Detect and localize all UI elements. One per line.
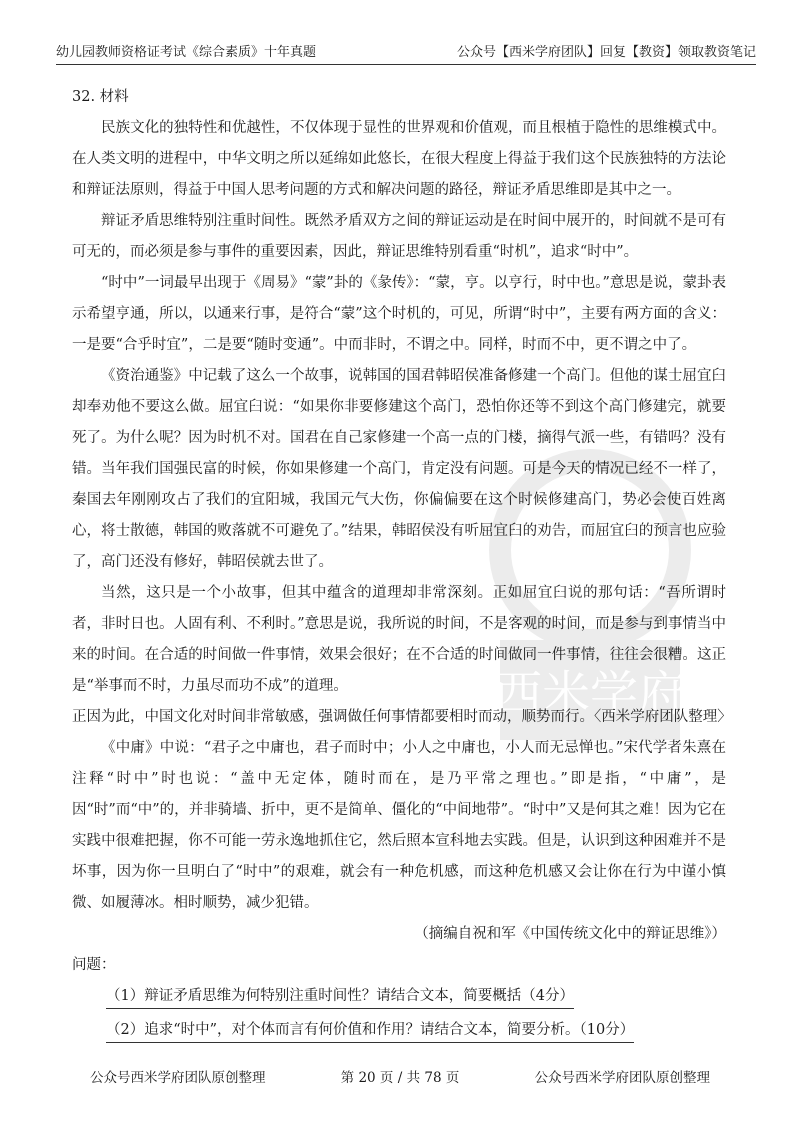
paragraph: 《资治通鉴》中记载了这么一个故事，说韩国的国君韩昭侯准备修建一个高门。但他的谋士屈宜臼却奉劝他不要这么做。屈宜臼说：“如果你非要修建这个高门，恐怕你还等不到这个高门修建完，就要死了。为什么呢？因为时机不对。国君在自己家修建一个高一点的门楼，摘得气派一些，有错吗？没有错。当年我们国强民富的时候，你如果修建一个高门，肯定没有问题。可是今天的情况已经不一样了，秦国去年刚刚攻占了我们的宜阳城，我国元气大伤，你偏偏要在这个时候修建高门，势必会使百姓离心，将士散德，韩国的败落就不可避免了。”结果，韩昭侯没有听屈宜臼的劝告，而屈宜臼的预言也应验了，高门还没有修好，韩昭侯就去世了。 [72,368,726,570]
paragraph: 《中庸》中说：“君子之中庸也，君子而时中；小人之中庸也，小人而无忌惮也。”宋代学者朱熹在注释“时中”时也说：“盖中无定体，随时而在，是乃平常之理也。”即是指，“中庸”，是因“时”而“中”的，并非骑墙、折中，更不是简单、僵化的“中间地带”。“时中”又是何其之难！因为它在实践中很难把握，你不可能一劳永逸地抓住它，然后照本宣科地去实践。但是，认识到这种困难并不是坏事，因为你一旦明白了“时中”的艰难，就会有一种危机感，而这种危机感又会让你在行为中谨小慎微、如履薄冰。相时顺势，减少犯错。 [72,740,726,911]
header-left-title: 幼儿园教师资格证考试《综合素质》十年真题 [56,45,317,60]
header-right-note: 公众号【西米学府团队】回复【教资】领取教资笔记 [456,45,756,60]
paragraph: 正因为此，中国文化对时间非常敏感，强调做任何事情都要相时而动，顺势而行。〈西米学府团队整理〉 [72,709,732,725]
watermark-text: 西米学府 [493,666,687,722]
page-footer [90,1068,710,1088]
paragraph: 当然，这只是一个小故事，但其中蕴含的道理却非常深刻。正如屈宜臼说的那句话：“吾所谓时者，非时日也。人固有利、不利时。”意思是说，我所说的时间，不是客观的时间，而是参与到事情当中来的时间。在合适的时间做一件事情，效果会很好；在不合适的时间做同一件事情，往往会很糟。这正是“举事而不时，力虽尽而功不成”的道理。 [72,585,726,694]
paragraph: 辩证矛盾思维特别注重时间性。既然矛盾双方之间的辩证运动是在时间中展开的，时间就不是可有可无的，而必须是参与事件的重要因素，因此，辩证思维特别看重“时机”，追求“时中”。 [72,213,726,260]
source-citation: （摘编自祝和军《中国传统文化中的辩证思维》） [414,926,726,942]
question-number: 32. 材料 [72,89,129,105]
questions-label: 问题： [72,957,116,973]
question-item: （1）辩证矛盾思维为何特别注重时间性？请结合文本，简要概括（4分） [106,985,574,1009]
question-item: （2）追求“时中”，对个体而言有何价值和作用？请结合文本，简要分析。（10分） [106,1019,634,1043]
page-header [56,40,756,65]
page-number: 第 20 页 / 共 78 页 [340,1070,460,1086]
document-body [72,82,732,1049]
paragraph: 民族文化的独特性和优越性，不仅体现于显性的世界观和价值观，而且根植于隐性的思维模式中。在人类文明的进程中，中华文明之所以延绵如此悠长，在很大程度上得益于我们这个民族独特的方法论和辩证法原则，得益于中国人思考问题的方式和解决问题的路径，辩证矛盾思维即是其中之一。 [72,120,726,198]
footer-left: 公众号西米学府团队原创整理 [90,1070,266,1086]
paragraph: “时中”一词最早出现于《周易》“蒙”卦的《彖传》：“蒙，亨。以亨行，时中也。”意思是说，蒙卦表示希望亨通，所以，以通来行事，是符合“蒙”这个时机的，可见，所谓“时中”，主要有两方面的含义：一是要“合乎时宜”，二是要“随时变通”。中而非时，不谓之中。同样，时而不中，更不谓之中了。 [72,275,726,353]
footer-right: 公众号西米学府团队原创整理 [534,1070,710,1086]
